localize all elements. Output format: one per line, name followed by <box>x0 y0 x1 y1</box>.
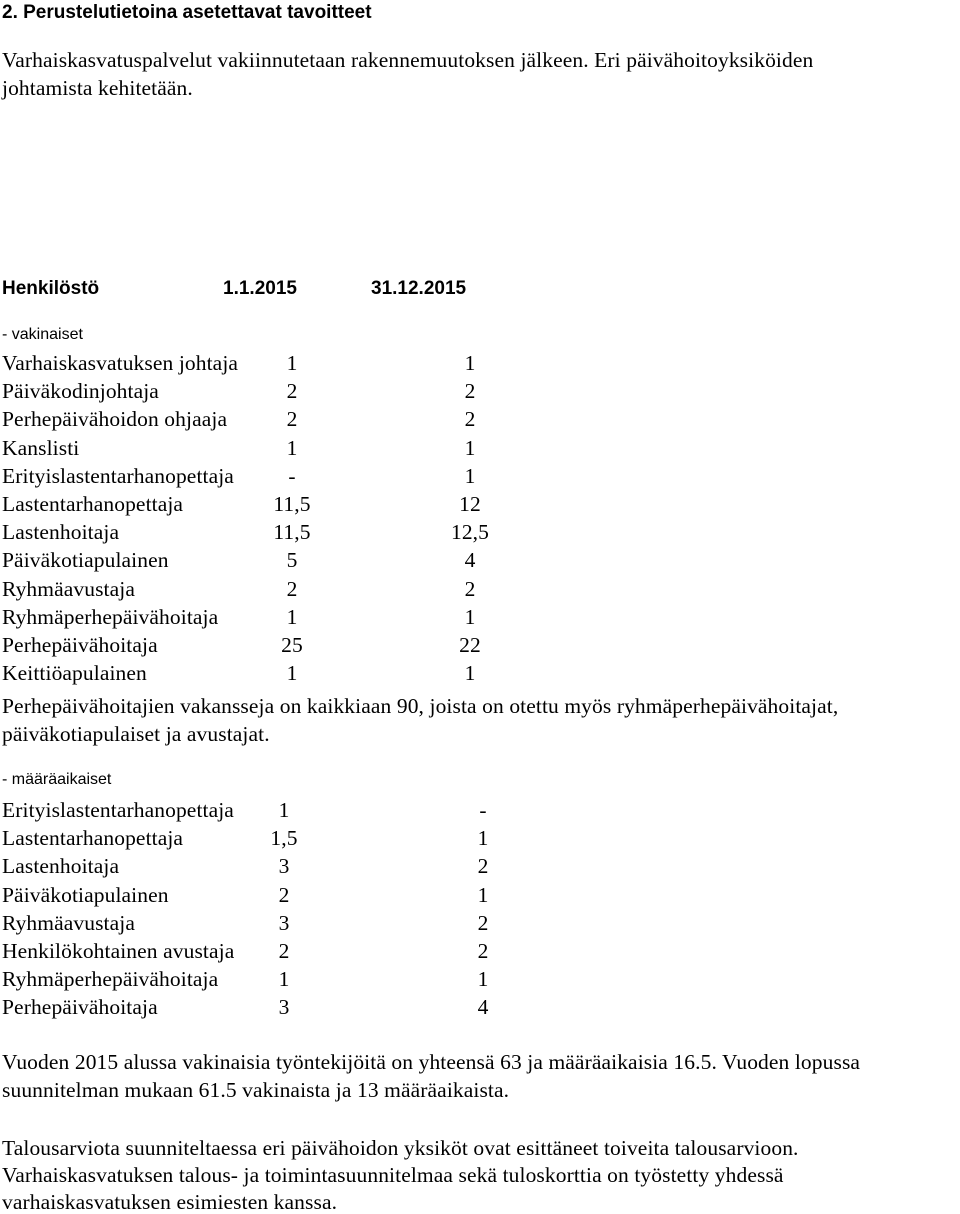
staff-title: Perhepäivähoitaja <box>2 995 158 1019</box>
staff-count-end: 2 <box>464 577 476 601</box>
staff-count-end: 2 <box>477 911 489 935</box>
staff-count-end: 1 <box>464 661 476 685</box>
staff-count-start: 2 <box>286 407 298 431</box>
staff-count-end: 1 <box>464 436 476 460</box>
permanent-note-line-2: päiväkotiapulaiset ja avustajat. <box>2 722 270 746</box>
staff-title: Lastenhoitaja <box>2 520 120 544</box>
staff-title: Ryhmäperhepäivähoitaja <box>2 967 219 991</box>
staff-count-end: 22 <box>459 633 481 657</box>
staff-count-start: 1 <box>286 605 298 629</box>
staff-count-start: 11,5 <box>273 520 311 544</box>
staff-count-start: 2 <box>286 577 298 601</box>
staff-count-start: 1 <box>278 798 290 822</box>
staff-header-start-date: 1.1.2015 <box>223 278 297 299</box>
staff-title: Päiväkotiapulainen <box>2 883 169 907</box>
staff-header-end-date: 31.12.2015 <box>371 278 467 299</box>
budget-line-1: Talousarviota suunniteltaessa eri päivähoidon yksiköt ovat esittäneet toiveita talousarvioon. <box>2 1136 799 1160</box>
permanent-note-line-1: Perhepäivähoitajien vakansseja on kaikkiaan 90, joista on otettu myös ryhmäperhepäivähoitajat, <box>2 694 839 718</box>
staff-count-end: 12,5 <box>450 520 490 544</box>
staff-title: Varhaiskasvatuksen johtaja <box>2 351 239 375</box>
staff-count-end: 1 <box>464 464 476 488</box>
staff-count-start: 3 <box>278 995 290 1019</box>
summary-line-2: suunnitelman mukaan 61.5 vakinaista ja 13 määräaikaista. <box>2 1078 510 1102</box>
staff-count-end: 2 <box>477 939 489 963</box>
temporary-heading: - määräaikaiset <box>2 771 112 788</box>
staff-count-end: 2 <box>464 379 476 403</box>
staff-count-start: 2 <box>286 379 298 403</box>
staff-title: Päiväkodinjohtaja <box>2 379 159 403</box>
staff-count-start: 25 <box>281 633 303 657</box>
staff-count-start: 3 <box>278 854 290 878</box>
staff-count-start: 2 <box>278 939 290 963</box>
intro-line-2: johtamista kehitetään. <box>2 76 193 100</box>
staff-title: Ryhmäperhepäivähoitaja <box>2 605 219 629</box>
staff-title: Erityislastentarhanopettaja <box>2 464 234 488</box>
staff-count-start: 1 <box>286 661 298 685</box>
intro-line-1: Varhaiskasvatuspalvelut vakiinnutetaan rakennemuutoksen jälkeen. Eri päivähoitoyksiköiden <box>2 48 814 72</box>
staff-header-label: Henkilöstö <box>2 278 100 299</box>
staff-count-end: 4 <box>477 995 489 1019</box>
staff-count-start: 5 <box>286 548 298 572</box>
staff-title: Erityislastentarhanopettaja <box>2 798 234 822</box>
staff-title: Päiväkotiapulainen <box>2 548 169 572</box>
staff-count-start: 1 <box>278 967 290 991</box>
staff-title: Kanslisti <box>2 436 80 460</box>
budget-line-3: varhaiskasvatuksen esimiesten kanssa. <box>2 1190 338 1214</box>
permanent-heading: - vakinaiset <box>2 326 83 343</box>
staff-title: Perhepäivähoitaja <box>2 633 158 657</box>
staff-count-start: 1,5 <box>270 826 298 850</box>
staff-count-end: 12 <box>459 492 481 516</box>
budget-line-2: Varhaiskasvatuksen talous- ja toimintasuunnitelmaa sekä tuloskorttia on työstetty yhdessä <box>2 1163 784 1187</box>
staff-count-end: 1 <box>464 351 476 375</box>
staff-count-end: 1 <box>464 605 476 629</box>
staff-title: Ryhmäavustaja <box>2 911 135 935</box>
staff-count-end: 2 <box>464 407 476 431</box>
staff-count-end: - <box>479 798 487 822</box>
staff-title: Lastenhoitaja <box>2 854 120 878</box>
staff-count-start: - <box>288 464 296 488</box>
staff-count-end: 4 <box>464 548 476 572</box>
staff-title: Ryhmäavustaja <box>2 577 135 601</box>
staff-count-start: 11,5 <box>273 492 311 516</box>
staff-count-end: 2 <box>477 854 489 878</box>
staff-count-end: 1 <box>477 967 489 991</box>
staff-count-start: 3 <box>278 911 290 935</box>
staff-count-end: 1 <box>477 883 489 907</box>
staff-title: Lastentarhanopettaja <box>2 826 184 850</box>
staff-count-end: 1 <box>477 826 489 850</box>
staff-count-start: 1 <box>286 436 298 460</box>
staff-title: Keittiöapulainen <box>2 661 147 685</box>
staff-title: Perhepäivähoidon ohjaaja <box>2 407 228 431</box>
summary-line-1: Vuoden 2015 alussa vakinaisia työntekijöitä on yhteensä 63 ja määräaikaisia 16.5. Vuoden lopussa <box>2 1050 861 1074</box>
section-title: 2. Perustelutietoina asetettavat tavoitteet <box>2 2 372 23</box>
staff-count-start: 2 <box>278 883 290 907</box>
staff-title: Lastentarhanopettaja <box>2 492 184 516</box>
staff-title: Henkilökohtainen avustaja <box>2 939 235 963</box>
staff-count-start: 1 <box>286 351 298 375</box>
